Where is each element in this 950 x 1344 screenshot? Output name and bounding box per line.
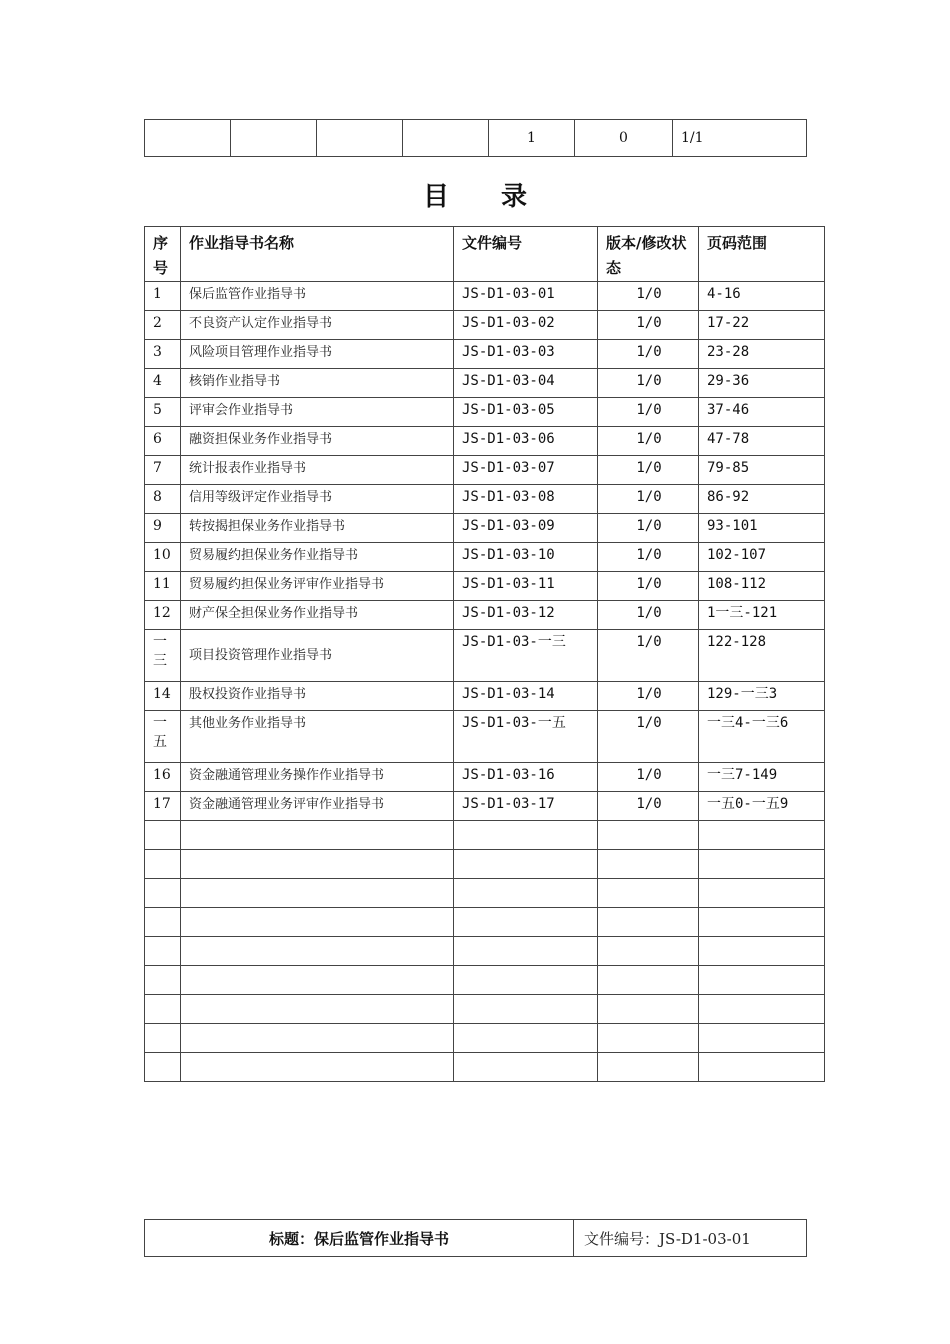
page-footer — [144, 1219, 807, 1257]
row-name: 统计报表作业指导书 — [181, 456, 454, 485]
empty-cell — [699, 821, 825, 850]
row-index: 一三 — [145, 630, 181, 682]
row-pages: 93-101 — [699, 514, 825, 543]
empty-row — [145, 821, 825, 850]
row-version: 1/0 — [598, 282, 699, 311]
empty-cell — [181, 995, 454, 1024]
revision-cell-6: 0 — [575, 120, 673, 157]
table-row — [145, 763, 825, 792]
table-row — [145, 543, 825, 572]
row-pages: 86-92 — [699, 485, 825, 514]
row-version: 1/0 — [598, 763, 699, 792]
row-pages: 1一三-121 — [699, 601, 825, 630]
empty-cell — [454, 937, 598, 966]
table-row — [145, 711, 825, 763]
row-index: 6 — [145, 427, 181, 456]
row-version: 1/0 — [598, 456, 699, 485]
row-code: JS-D1-03-一三 — [454, 630, 598, 682]
table-row — [145, 601, 825, 630]
row-name: 资金融通管理业务操作作业指导书 — [181, 763, 454, 792]
row-version: 1/0 — [598, 311, 699, 340]
row-pages: 17-22 — [699, 311, 825, 340]
table-row — [145, 456, 825, 485]
row-pages: 29-36 — [699, 369, 825, 398]
empty-cell — [598, 879, 699, 908]
row-index: 11 — [145, 572, 181, 601]
empty-row — [145, 995, 825, 1024]
row-index: 16 — [145, 763, 181, 792]
empty-cell — [145, 995, 181, 1024]
row-pages: 一三7-149 — [699, 763, 825, 792]
row-name: 资金融通管理业务评审作业指导书 — [181, 792, 454, 821]
row-version: 1/0 — [598, 630, 699, 682]
empty-cell — [454, 966, 598, 995]
row-code: JS-D1-03-03 — [454, 340, 598, 369]
empty-row — [145, 966, 825, 995]
row-pages: 37-46 — [699, 398, 825, 427]
row-index: 17 — [145, 792, 181, 821]
row-version: 1/0 — [598, 369, 699, 398]
empty-cell — [598, 995, 699, 1024]
row-index: 一五 — [145, 711, 181, 763]
revision-cell-1 — [145, 120, 231, 157]
page-title: 目录 — [422, 182, 579, 212]
table-row — [145, 792, 825, 821]
empty-cell — [598, 1024, 699, 1053]
row-code: JS-D1-03-09 — [454, 514, 598, 543]
row-index: 7 — [145, 456, 181, 485]
empty-cell — [181, 966, 454, 995]
row-pages: 79-85 — [699, 456, 825, 485]
toc-table — [144, 226, 825, 1082]
empty-cell — [699, 1053, 825, 1082]
row-name: 贸易履约担保业务作业指导书 — [181, 543, 454, 572]
header-pages: 页码范围 — [699, 227, 825, 282]
row-index: 14 — [145, 682, 181, 711]
empty-cell — [181, 850, 454, 879]
empty-row — [145, 850, 825, 879]
row-name: 股权投资作业指导书 — [181, 682, 454, 711]
row-name: 不良资产认定作业指导书 — [181, 311, 454, 340]
empty-cell — [145, 1053, 181, 1082]
row-pages: 一三4-一三6 — [699, 711, 825, 763]
revision-cell-3 — [317, 120, 403, 157]
table-row — [145, 369, 825, 398]
row-version: 1/0 — [598, 682, 699, 711]
row-code: JS-D1-03-07 — [454, 456, 598, 485]
table-row — [145, 398, 825, 427]
row-pages: 129-一三3 — [699, 682, 825, 711]
row-code: JS-D1-03-11 — [454, 572, 598, 601]
row-pages: 108-112 — [699, 572, 825, 601]
empty-cell — [598, 937, 699, 966]
empty-cell — [598, 1053, 699, 1082]
row-code: JS-D1-03-04 — [454, 369, 598, 398]
row-code: JS-D1-03-17 — [454, 792, 598, 821]
row-code: JS-D1-03-一五 — [454, 711, 598, 763]
header-code: 文件编号 — [454, 227, 598, 282]
empty-cell — [181, 908, 454, 937]
footer-file-code: 文件编号：JS-D1-03-01 — [574, 1220, 807, 1257]
empty-cell — [699, 879, 825, 908]
empty-cell — [454, 821, 598, 850]
row-pages: 47-78 — [699, 427, 825, 456]
table-row — [145, 682, 825, 711]
row-name: 核销作业指导书 — [181, 369, 454, 398]
table-row — [145, 340, 825, 369]
row-name: 融资担保业务作业指导书 — [181, 427, 454, 456]
table-row — [145, 311, 825, 340]
table-row — [145, 282, 825, 311]
row-pages: 122-128 — [699, 630, 825, 682]
empty-cell — [145, 1024, 181, 1053]
row-index: 4 — [145, 369, 181, 398]
row-index: 3 — [145, 340, 181, 369]
row-code: JS-D1-03-14 — [454, 682, 598, 711]
row-index: 9 — [145, 514, 181, 543]
row-version: 1/0 — [598, 601, 699, 630]
table-row — [145, 630, 825, 682]
empty-cell — [454, 879, 598, 908]
empty-cell — [145, 850, 181, 879]
table-row — [145, 572, 825, 601]
empty-cell — [181, 937, 454, 966]
row-code: JS-D1-03-05 — [454, 398, 598, 427]
empty-cell — [699, 995, 825, 1024]
row-name: 信用等级评定作业指导书 — [181, 485, 454, 514]
row-name: 其他业务作业指导书 — [181, 711, 454, 763]
row-pages: 102-107 — [699, 543, 825, 572]
row-name: 转按揭担保业务作业指导书 — [181, 514, 454, 543]
empty-row — [145, 879, 825, 908]
row-index: 1 — [145, 282, 181, 311]
row-version: 1/0 — [598, 427, 699, 456]
empty-cell — [181, 821, 454, 850]
empty-cell — [181, 879, 454, 908]
empty-cell — [454, 850, 598, 879]
empty-cell — [454, 995, 598, 1024]
row-name: 保后监管作业指导书 — [181, 282, 454, 311]
row-code: JS-D1-03-16 — [454, 763, 598, 792]
empty-row — [145, 1053, 825, 1082]
revision-cell-7: 1/1 — [673, 120, 807, 157]
row-pages: 一五0-一五9 — [699, 792, 825, 821]
table-row — [145, 427, 825, 456]
empty-row — [145, 908, 825, 937]
empty-cell — [145, 821, 181, 850]
empty-cell — [454, 1024, 598, 1053]
row-version: 1/0 — [598, 398, 699, 427]
row-code: JS-D1-03-02 — [454, 311, 598, 340]
row-code: JS-D1-03-12 — [454, 601, 598, 630]
table-row — [145, 485, 825, 514]
empty-cell — [454, 1053, 598, 1082]
row-name: 风险项目管理作业指导书 — [181, 340, 454, 369]
table-row — [145, 514, 825, 543]
row-pages: 4-16 — [699, 282, 825, 311]
row-index: 5 — [145, 398, 181, 427]
revision-cell-2 — [231, 120, 317, 157]
empty-cell — [598, 966, 699, 995]
footer-row — [145, 1220, 807, 1257]
row-index: 8 — [145, 485, 181, 514]
empty-cell — [699, 966, 825, 995]
row-version: 1/0 — [598, 543, 699, 572]
row-version: 1/0 — [598, 711, 699, 763]
empty-cell — [598, 850, 699, 879]
revision-row — [145, 120, 807, 157]
row-pages: 23-28 — [699, 340, 825, 369]
row-code: JS-D1-03-06 — [454, 427, 598, 456]
row-version: 1/0 — [598, 572, 699, 601]
empty-cell — [145, 937, 181, 966]
header-name: 作业指导书名称 — [181, 227, 454, 282]
row-index: 2 — [145, 311, 181, 340]
row-version: 1/0 — [598, 792, 699, 821]
header-version: 版本/修改状态 — [598, 227, 699, 282]
empty-cell — [699, 937, 825, 966]
empty-cell — [699, 908, 825, 937]
row-version: 1/0 — [598, 514, 699, 543]
header-index: 序号 — [145, 227, 181, 282]
row-version: 1/0 — [598, 485, 699, 514]
row-code: JS-D1-03-08 — [454, 485, 598, 514]
empty-cell — [454, 908, 598, 937]
empty-cell — [699, 1024, 825, 1053]
row-name: 评审会作业指导书 — [181, 398, 454, 427]
empty-cell — [598, 908, 699, 937]
row-name: 贸易履约担保业务评审作业指导书 — [181, 572, 454, 601]
row-version: 1/0 — [598, 340, 699, 369]
toc-header-row — [145, 227, 825, 282]
empty-cell — [145, 908, 181, 937]
footer-title: 标题：保后监管作业指导书 — [145, 1220, 574, 1257]
row-name: 财产保全担保业务作业指导书 — [181, 601, 454, 630]
row-index: 10 — [145, 543, 181, 572]
empty-row — [145, 937, 825, 966]
row-code: JS-D1-03-10 — [454, 543, 598, 572]
empty-cell — [145, 966, 181, 995]
revision-cell-5: 1 — [489, 120, 575, 157]
row-name: 项目投资管理作业指导书 — [181, 630, 454, 682]
empty-cell — [598, 821, 699, 850]
empty-cell — [181, 1024, 454, 1053]
empty-cell — [699, 850, 825, 879]
row-index: 12 — [145, 601, 181, 630]
empty-cell — [145, 879, 181, 908]
empty-row — [145, 1024, 825, 1053]
empty-cell — [181, 1053, 454, 1082]
row-code: JS-D1-03-01 — [454, 282, 598, 311]
revision-cell-4 — [403, 120, 489, 157]
revision-strip — [144, 119, 807, 157]
